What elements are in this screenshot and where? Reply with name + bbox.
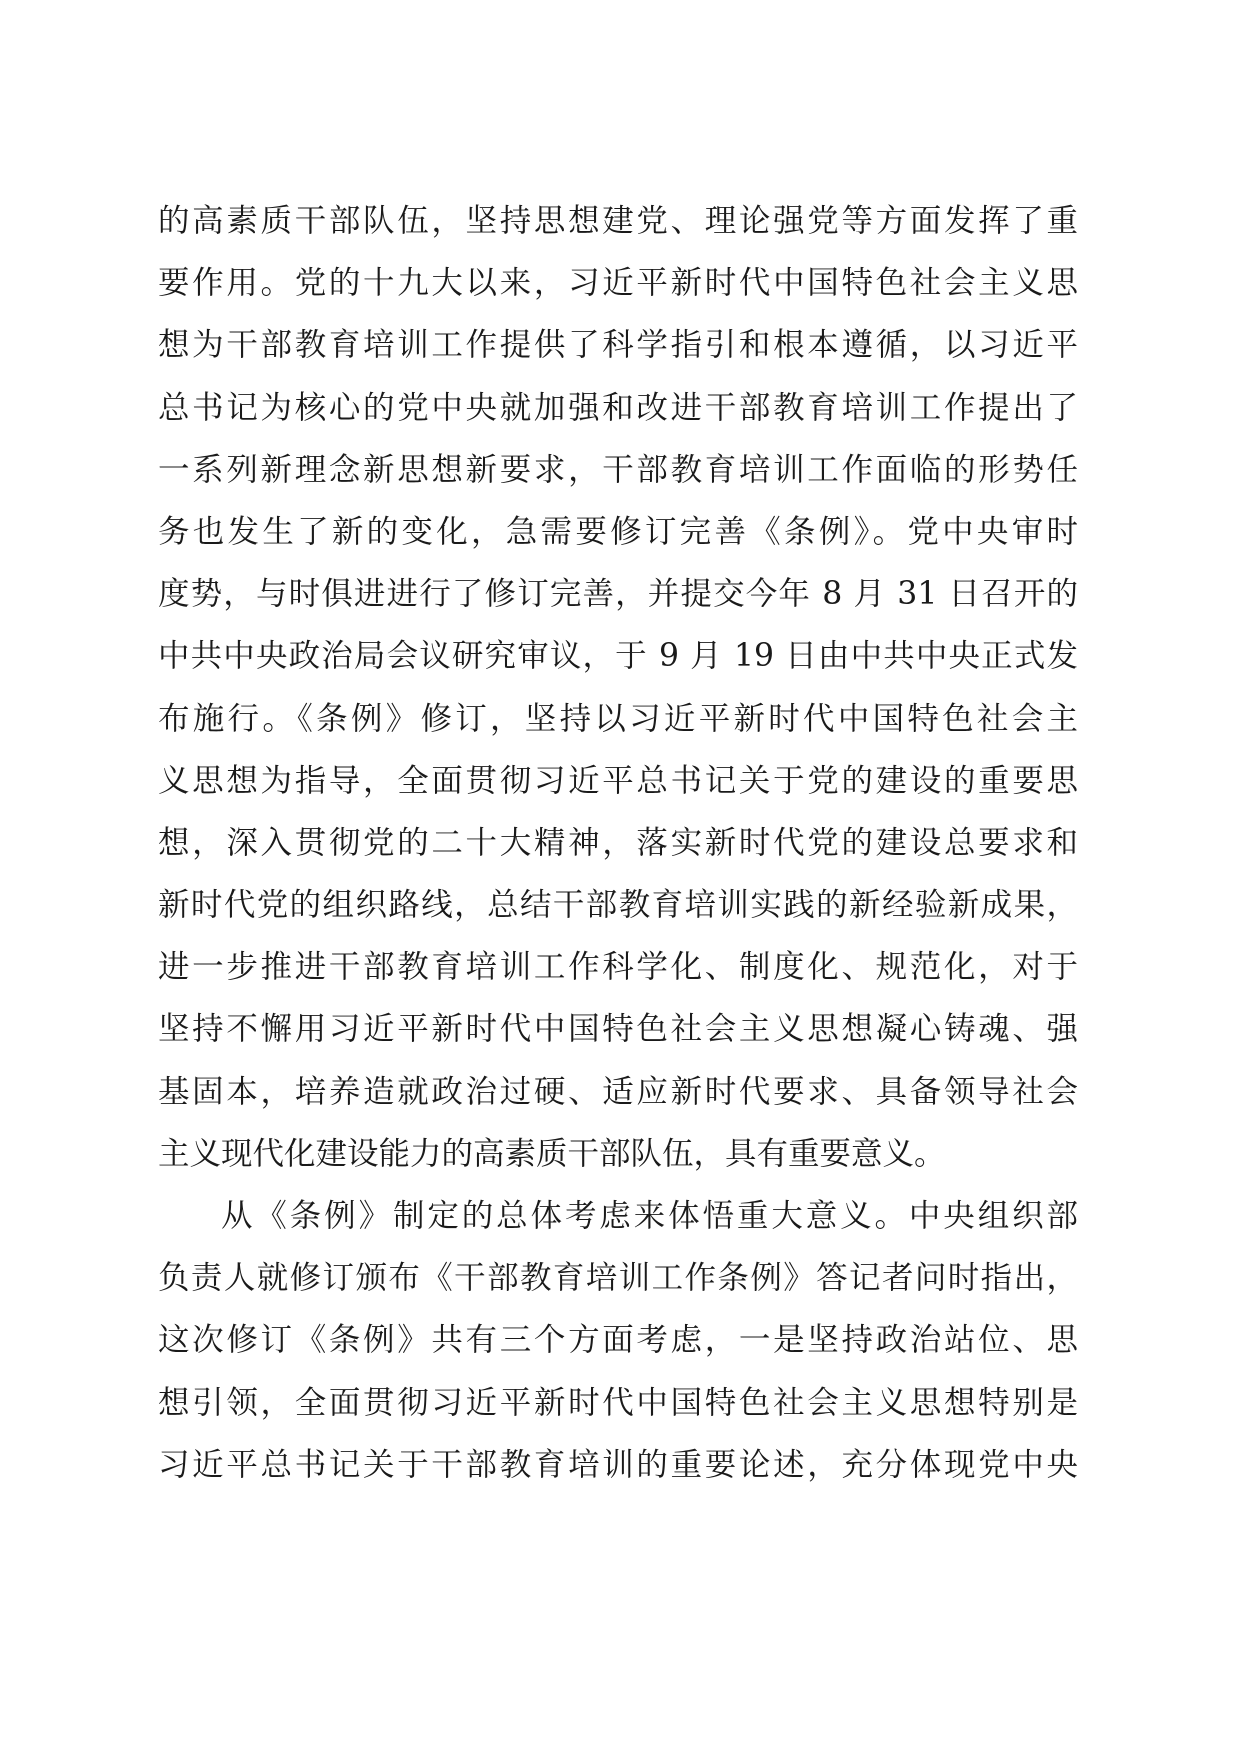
text-line: 习近平总书记关于干部教育培训的重要论述，充分体现党中央 [158, 1446, 1078, 1483]
text-line: 基固本，培养造就政治过硬、适应新时代要求、具备领导社会 [158, 1073, 1078, 1110]
text-line: 中共中央政治局会议研究审议，于 9 月 19 日由中共中央正式发 [158, 638, 1078, 675]
text-line-paragraph-start: 从《条例》制定的总体考虑来体悟重大意义。中央组织部 [221, 1198, 1078, 1234]
text-line: 总书记为核心的党中央就加强和改进干部教育培训工作提出了 [158, 389, 1078, 426]
text-line: 布施行。《条例》修订，坚持以习近平新时代中国特色社会主 [158, 700, 1078, 737]
text-line: 这次修订《条例》共有三个方面考虑，一是坚持政治站位、思 [158, 1322, 1078, 1359]
document-body [158, 190, 1078, 1496]
text-line: 坚持不懈用习近平新时代中国特色社会主义思想凝心铸魂、强 [158, 1011, 1078, 1048]
text-line: 的高素质干部队伍，坚持思想建党、理论强党等方面发挥了重 [158, 203, 1078, 239]
text-line: 进一步推进干部教育培训工作科学化、制度化、规范化，对于 [158, 949, 1078, 986]
text-line-paragraph-end: 主义现代化建设能力的高素质干部队伍，具有重要意义。 [158, 1135, 946, 1172]
text-line: 想为干部教育培训工作提供了科学指引和根本遵循，以习近平 [158, 327, 1078, 364]
text-line: 要作用。党的十九大以来，习近平新时代中国特色社会主义思 [158, 265, 1078, 302]
text-line: 务也发生了新的变化，急需要修订完善《条例》。党中央审时 [158, 513, 1078, 550]
text-line: 度势，与时俱进进行了修订完善，并提交今年 8 月 31 日召开的 [158, 576, 1078, 613]
text-line: 想引领，全面贯彻习近平新时代中国特色社会主义思想特别是 [158, 1384, 1078, 1421]
text-line: 义思想为指导，全面贯彻习近平总书记关于党的建设的重要思 [158, 762, 1078, 799]
text-line: 新时代党的组织路线，总结干部教育培训实践的新经验新成果， [158, 887, 1078, 924]
text-line: 负责人就修订颁布《干部教育培训工作条例》答记者问时指出， [158, 1260, 1078, 1297]
text-line: 想，深入贯彻党的二十大精神，落实新时代党的建设总要求和 [158, 824, 1078, 861]
text-line: 一系列新理念新思想新要求，干部教育培训工作面临的形势任 [158, 451, 1078, 488]
